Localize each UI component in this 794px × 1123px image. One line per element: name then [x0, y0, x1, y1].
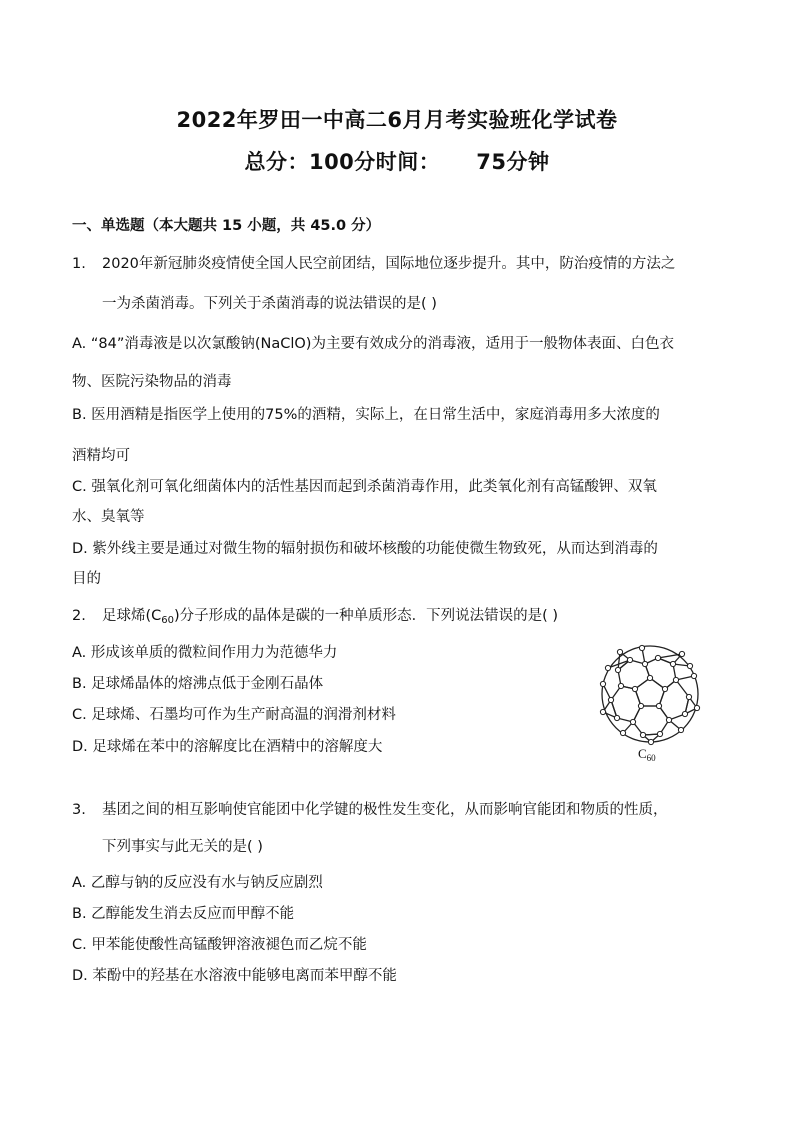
q2-stem	[72, 606, 558, 631]
q1-option-d-line1: D. 紫外线主要是通过对微生物的辐射损伤和破坏核酸的功能使微生物致死，从而达到消毒的	[72, 541, 658, 557]
figure-label-subscript: 60	[646, 753, 656, 763]
c60-molecule-drawing	[590, 642, 710, 746]
q1-option-c-line1: C. 强氧化剂可氧化细菌体内的活性基因而起到杀菌消毒作用，此类氧化剂有高锰酸钾、双氧	[72, 479, 657, 495]
q2-option-c: C. 足球烯、石墨均可作为生产耐高温的润滑剂材料	[72, 707, 396, 723]
q1-stem-line1	[72, 254, 675, 274]
q3-stem-line1	[72, 800, 668, 820]
exam-subtitle	[0, 146, 794, 176]
q1-text-1: 2020年新冠肺炎疫情使全国人民空前团结，国际地位逐步提升。其中，防治疫情的方法之	[102, 256, 676, 272]
q2-text-b: )分子形成的晶体是碳的一种单质形态．下列说法错误的是( )	[174, 608, 559, 624]
q2-text-a: 足球烯(C	[102, 608, 162, 624]
figure-label: C	[638, 746, 647, 761]
c60-fullerene-figure	[590, 642, 710, 768]
q2-option-d: D. 足球烯在苯中的溶解度比在酒精中的溶解度大	[72, 739, 383, 755]
q2-subscript: 60	[161, 615, 175, 626]
q1-number: 1.	[72, 256, 86, 272]
duration-label: 75分钟	[476, 150, 550, 174]
q1-option-a-line2: 物、医院污染物品的消毒	[72, 374, 232, 390]
score-time-label: 总分：100分时间：	[244, 150, 441, 174]
q1-option-c-line2: 水、臭氧等	[72, 509, 145, 525]
q2-number: 2.	[72, 608, 86, 624]
q3-stem-line2: 下列事实与此无关的是( )	[102, 839, 263, 855]
q3-number: 3.	[72, 802, 86, 818]
q1-option-b-line1: B. 医用酒精是指医学上使用的75%的酒精，实际上，在日常生活中，家庭消毒用多大浓度的	[72, 407, 660, 423]
q1-option-b-line2: 酒精均可	[72, 448, 130, 464]
q2-option-b: B. 足球烯晶体的熔沸点低于金刚石晶体	[72, 676, 324, 692]
section-heading: 一、单选题（本大题共 15 小题，共 45.0 分）	[72, 218, 381, 234]
q3-option-c: C. 甲苯能使酸性高锰酸钾溶液褪色而乙烷不能	[72, 937, 367, 953]
q1-option-a-line1: A. “84”消毒液是以次氯酸钠(NaClO)为主要有效成分的消毒液，适用于一般物体表面、白色衣	[72, 336, 674, 352]
exam-title: 2022年罗田一中高二6月月考实验班化学试卷	[176, 108, 618, 132]
q2-option-a: A. 形成该单质的微粒间作用力为范德华力	[72, 645, 338, 661]
q3-option-a: A. 乙醇与钠的反应没有水与钠反应剧烈	[72, 875, 323, 891]
q1-option-d-line2: 目的	[72, 571, 101, 587]
figure-caption	[638, 746, 656, 763]
q1-stem-line2: 一为杀菌消毒。下列关于杀菌消毒的说法错误的是( )	[102, 296, 437, 312]
q3-text-1: 基团之间的相互影响使官能团中化学键的极性发生变化，从而影响官能团和物质的性质，	[102, 802, 668, 818]
q3-option-b: B. 乙醇能发生消去反应而甲醇不能	[72, 906, 295, 922]
q3-option-d: D. 苯酚中的羟基在水溶液中能够电离而苯甲醇不能	[72, 968, 397, 984]
